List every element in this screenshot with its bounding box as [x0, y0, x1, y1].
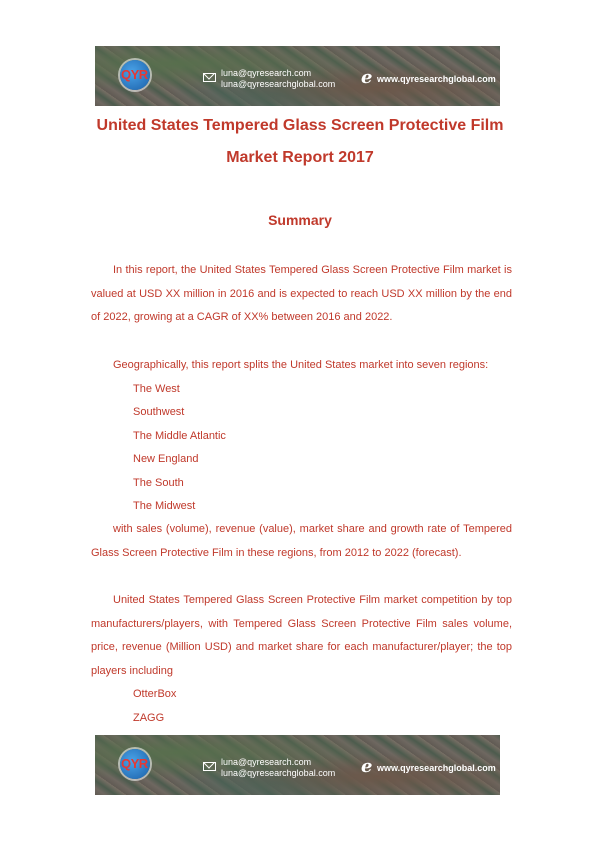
intro-paragraph: In this report, the United States Tempered Glass Screen Protective Film market is valued at USD XX million in 2016 and is expected to reach USD XX million by the end of 2022, growing at a CAGR of XX% between 2016 and 2022. [91, 264, 512, 323]
regions-lead: Geographically, this report splits the United States market into seven regions: [113, 359, 489, 371]
player-item: OtterBox [133, 688, 177, 700]
web-e-icon: e [361, 67, 373, 88]
mail-icon [203, 73, 216, 82]
email-link-2[interactable]: luna@qyresearchglobal.com [221, 79, 336, 89]
region-item: The South [133, 477, 184, 489]
regions-detail-paragraph: with sales (volume), revenue (value), market share and growth rate of Tempered Glass Screen Protective Film in these regions, from 2012 to 2022 (forecast). [91, 523, 512, 559]
logo-text: QYR [121, 756, 148, 771]
region-item: The Middle Atlantic [133, 430, 226, 442]
summary-heading: Summary [268, 212, 332, 228]
report-title-line-1: United States Tempered Glass Screen Protective Film [96, 117, 504, 134]
web-e-icon: e [361, 756, 373, 777]
website-link[interactable]: www.qyresearchglobal.com [377, 74, 496, 84]
email-link-1[interactable]: luna@qyresearch.com [221, 757, 312, 767]
email-block [221, 757, 335, 779]
website-link[interactable]: www.qyresearchglobal.com [377, 763, 496, 773]
logo-text: QYR [121, 67, 148, 82]
region-item: Southwest [133, 406, 185, 418]
email-link-2[interactable]: luna@qyresearchglobal.com [221, 768, 336, 778]
report-title-line-2: Market Report 2017 [226, 149, 374, 166]
mail-icon [203, 762, 216, 771]
region-item: New England [133, 453, 199, 465]
competition-paragraph: United States Tempered Glass Screen Protective Film market competition by top manufacturers/players, with Tempered Glass Screen Protective Film sales volume, price, revenue (Million USD) and market share for each manufacturer/player; the top players including [91, 594, 512, 677]
region-item: The West [133, 383, 180, 395]
player-item: ZAGG [133, 712, 165, 724]
header-banner [95, 46, 500, 106]
region-item: The Midwest [133, 500, 196, 512]
footer-banner [95, 735, 500, 795]
email-block [221, 68, 335, 90]
email-link-1[interactable]: luna@qyresearch.com [221, 68, 312, 78]
